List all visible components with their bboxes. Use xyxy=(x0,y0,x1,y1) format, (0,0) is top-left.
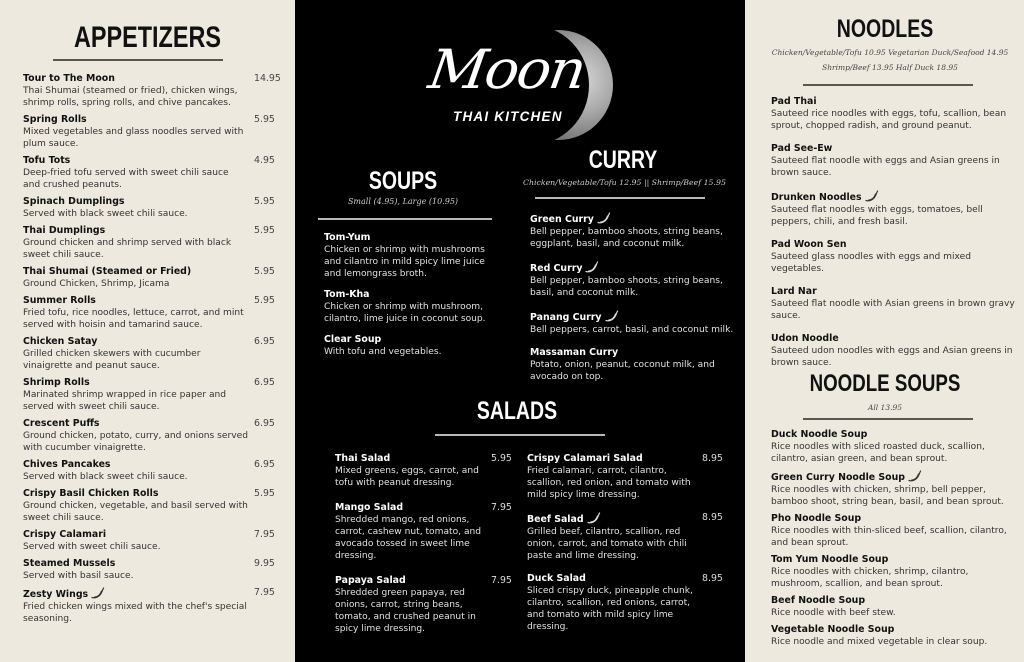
item-name-text: Tofu Tots xyxy=(23,155,71,166)
chili-pepper-icon xyxy=(908,470,922,482)
appetizers-list xyxy=(23,73,281,625)
item-description: Sliced crispy duck, pineapple chunk, cilantro, scallion, red onions, carrot, and tomato with mild spicy lime dressing. xyxy=(527,586,693,632)
item-description: Bell pepper, bamboo shoots, string beans, eggplant, basil, and coconut milk. xyxy=(530,227,723,249)
item-description: Ground Chicken, Shrimp, Jicama xyxy=(23,279,170,289)
menu-item-pad-see-ew xyxy=(771,143,1016,179)
item-name xyxy=(23,587,277,601)
menu-item-green-curry-noodle-soup xyxy=(771,470,1016,508)
item-name xyxy=(23,295,277,307)
item-name xyxy=(324,334,504,346)
item-name xyxy=(23,377,277,389)
menu-item-tour-to-the-moon xyxy=(23,73,281,109)
item-description: Rice noodles with sliced roasted duck, scallion, cilantro, asian green, and bean sprout. xyxy=(771,442,985,464)
chili-pepper-icon xyxy=(585,261,599,273)
menu-item-crescent-puffs xyxy=(23,418,277,454)
item-name-text: Crispy Basil Chicken Rolls xyxy=(23,488,159,499)
item-price: 8.95 xyxy=(702,573,723,584)
item-price: 7.95 xyxy=(254,529,275,540)
curry-divider xyxy=(535,197,705,199)
item-description: Marinated shrimp wrapped in rice paper and served with sweet chili sauce. xyxy=(23,390,227,412)
item-name xyxy=(527,453,727,465)
item-description: Served with black sweet chili sauce. xyxy=(23,472,188,482)
menu-item-beef-noodle-soup xyxy=(771,595,1016,619)
menu-item-vegetable-noodle-soup xyxy=(771,624,1016,648)
item-name-text: Papaya Salad xyxy=(335,575,406,586)
item-name xyxy=(530,212,740,226)
item-name-text: Massaman Curry xyxy=(530,347,619,358)
item-name-text: Tour to The Moon xyxy=(23,73,115,84)
item-name-text: Beef Noodle Soup xyxy=(771,595,866,606)
noodles-heading: NOODLES xyxy=(836,15,934,43)
item-name xyxy=(335,453,515,465)
item-name-text: Tom-Yum xyxy=(324,232,371,243)
item-name-text: Thai Dumplings xyxy=(23,225,106,236)
item-name-text: Panang Curry xyxy=(530,312,602,323)
item-price: 5.95 xyxy=(254,114,275,125)
item-price: 5.95 xyxy=(254,295,275,306)
item-description: Fried chicken wings mixed with the chef's special seasoning. xyxy=(23,602,247,624)
item-name xyxy=(527,512,727,526)
menu-item-clear-soup xyxy=(324,334,504,358)
item-price: 5.95 xyxy=(254,225,275,236)
appetizers-divider xyxy=(53,59,223,61)
soups-heading: SOUPS xyxy=(368,167,438,195)
menu-item-mango-salad xyxy=(335,502,515,562)
item-name xyxy=(335,502,515,514)
item-description: Shredded mango, red onions, carrot, cashew nut, tomato, and avocado tossed in sweet lime dressing. xyxy=(335,515,482,561)
item-description: Rice noodles with chicken, shrimp, cilantro, mushroom, scallion, and bean sprout. xyxy=(771,567,969,589)
item-description: Bell peppers, carrot, basil, and coconut milk. xyxy=(530,325,734,335)
item-description: With tofu and vegetables. xyxy=(324,347,442,357)
menu-item-drunken-noodles xyxy=(771,190,1016,228)
item-price: 9.95 xyxy=(254,558,275,569)
menu-item-pho-noodle-soup xyxy=(771,513,1016,549)
noodles-list xyxy=(771,96,1016,369)
item-name xyxy=(23,73,277,85)
item-description: Bell pepper, bamboo shoots, string beans, basil, and coconut milk. xyxy=(530,276,723,298)
item-name xyxy=(23,558,277,570)
item-name xyxy=(23,488,277,500)
item-name xyxy=(23,336,277,348)
menu-item-duck-salad xyxy=(527,573,727,633)
item-name-text: Green Curry Noodle Soup xyxy=(771,472,906,483)
item-name-text: Drunken Noodles xyxy=(771,192,862,203)
menu-item-crispy-calamari xyxy=(23,529,277,553)
item-description: Rice noodle and mixed vegetable in clear soup. xyxy=(771,637,988,647)
chili-pepper-icon xyxy=(597,212,611,224)
item-description: Sauteed flat noodles with eggs, tomatoes, bell peppers, chili, and fresh basil. xyxy=(771,205,983,227)
item-description: Sauteed rice noodles with eggs, tofu, scallion, bean sprout, chopped radish, and ground peanut. xyxy=(771,109,1007,131)
item-price: 5.95 xyxy=(254,196,275,207)
noodle-soups-pricing: All 13.95 xyxy=(867,403,903,412)
item-name-text: Vegetable Noodle Soup xyxy=(771,624,895,635)
item-name-text: Beef Salad xyxy=(527,514,584,525)
item-name-text: Duck Salad xyxy=(527,573,586,584)
item-name-text: Spinach Dumplings xyxy=(23,196,125,207)
item-name-text: Chicken Satay xyxy=(23,336,98,347)
menu-item-green-curry xyxy=(530,212,740,250)
menu-item-thai-salad xyxy=(335,453,515,489)
brand-name: Moon xyxy=(424,38,589,101)
item-price: 7.95 xyxy=(491,502,512,513)
item-description: Thai Shumai (steamed or fried), chicken wings, shrimp rolls, spring rolls, and chive pancakes. xyxy=(23,86,238,108)
menu-item-crispy-basil-chicken-rolls xyxy=(23,488,277,524)
item-name-text: Steamed Mussels xyxy=(23,558,116,569)
noodle-soups-heading: NOODLE SOUPS xyxy=(809,370,961,397)
menu-item-tom-yum xyxy=(324,232,504,280)
brand-logo xyxy=(425,25,595,145)
item-name-text: Zesty Wings xyxy=(23,589,89,600)
item-name-text: Spring Rolls xyxy=(23,114,87,125)
item-price: 4.95 xyxy=(254,155,275,166)
item-price: 5.95 xyxy=(254,488,275,499)
salads-heading: SALADS xyxy=(476,397,558,425)
item-name xyxy=(23,459,277,471)
item-name-text: Thai Shumai (Steamed or Fried) xyxy=(23,266,192,277)
item-price: 7.95 xyxy=(491,575,512,586)
menu-item-udon-noodle xyxy=(771,333,1016,369)
item-name xyxy=(771,333,1016,345)
menu-item-thai-shumai-steamed-or-fried xyxy=(23,266,277,290)
item-description: Chicken or shrimp with mushrooms and cilantro in mild spicy lime juice and lemongrass broth. xyxy=(324,245,485,279)
item-description: Sauteed udon noodles with eggs and Asian greens in brown sauce. xyxy=(771,346,1013,368)
item-name-text: Lard Nar xyxy=(771,286,817,297)
item-price: 6.95 xyxy=(254,418,275,429)
item-description: Ground chicken and shrimp served with black sweet chili sauce. xyxy=(23,238,232,260)
noodle-soups-divider xyxy=(803,418,973,420)
item-name xyxy=(23,155,277,167)
item-name xyxy=(527,573,727,585)
item-name xyxy=(771,429,1016,441)
item-name xyxy=(335,575,515,587)
menu-item-duck-noodle-soup xyxy=(771,429,1016,465)
center-panel xyxy=(295,0,745,662)
menu-item-lard-nar xyxy=(771,286,1016,322)
noodles-pricing-line1: Chicken/Vegetable/Tofu 10.95 Vegetarian Duck/Seafood 14.95 xyxy=(771,48,1009,57)
menu-item-tofu-tots xyxy=(23,155,277,191)
item-name xyxy=(23,196,277,208)
item-description: Ground chicken, vegetable, and basil served with sweet chili sauce. xyxy=(23,501,248,523)
item-price: 5.95 xyxy=(254,266,275,277)
item-description: Mixed greens, eggs, carrot, and tofu with peanut dressing. xyxy=(335,466,479,488)
noodles-divider xyxy=(803,84,973,86)
menu-item-pad-thai xyxy=(771,96,1016,132)
item-name xyxy=(23,114,277,126)
item-price: 5.95 xyxy=(491,453,512,464)
item-description: Chicken or shrimp with mushroom, cilantro, lime juice in coconut soup. xyxy=(324,302,486,324)
menu-item-pad-woon-sen xyxy=(771,239,1016,275)
menu-item-papaya-salad xyxy=(335,575,515,635)
item-description: Sauteed flat noodle with Asian greens in brown gravy sauce. xyxy=(771,299,1015,321)
item-description: Rice noodle with beef stew. xyxy=(771,608,896,618)
item-name-text: Green Curry xyxy=(530,214,594,225)
item-description: Sauteed glass noodles with eggs and mixed vegetables. xyxy=(771,252,971,274)
noodle-soups-list xyxy=(771,429,1016,648)
item-name xyxy=(23,418,277,430)
soups-pricing: Small (4.95), Large (10.95) xyxy=(347,197,459,206)
item-price: 6.95 xyxy=(254,336,275,347)
menu-item-panang-curry xyxy=(530,310,740,336)
curry-pricing: Chicken/Vegetable/Tofu 12.95 || Shrimp/Beef 15.95 xyxy=(523,178,726,187)
appetizers-heading: APPETIZERS xyxy=(74,21,221,54)
item-name-text: Pho Noodle Soup xyxy=(771,513,862,524)
menu-item-red-curry xyxy=(530,261,740,299)
menu-item-zesty-wings xyxy=(23,587,277,625)
item-name-text: Chives Pancakes xyxy=(23,459,111,470)
item-name xyxy=(23,266,277,278)
appetizers-panel xyxy=(0,0,295,662)
item-name xyxy=(771,513,1016,525)
item-description: Ground chicken, potato, curry, and onions served with cucumber vinaigrette. xyxy=(23,431,248,453)
item-description: Mixed vegetables and glass noodles served with plum sauce. xyxy=(23,127,244,149)
chili-pepper-icon xyxy=(865,190,879,202)
item-name-text: Udon Noodle xyxy=(771,333,839,344)
item-name xyxy=(23,225,277,237)
item-name-text: Crescent Puffs xyxy=(23,418,100,429)
item-name-text: Crispy Calamari xyxy=(23,529,107,540)
item-name xyxy=(771,239,1016,251)
item-price: 8.95 xyxy=(702,512,723,523)
item-name xyxy=(324,289,504,301)
item-name xyxy=(530,347,740,359)
item-name-text: Clear Soup xyxy=(324,334,382,345)
curry-heading: CURRY xyxy=(588,146,658,174)
item-name-text: Tom-Kha xyxy=(324,289,370,300)
menu-item-steamed-mussels xyxy=(23,558,277,582)
item-name-text: Duck Noodle Soup xyxy=(771,429,868,440)
menu-item-shrimp-rolls xyxy=(23,377,277,413)
item-description: Rice noodles with chicken, shrimp, bell pepper, bamboo shoot, string bean, basil, and bean sprout. xyxy=(771,485,1004,507)
menu-item-spring-rolls xyxy=(23,114,277,150)
item-description: Served with basil sauce. xyxy=(23,571,134,581)
item-description: Rice noodles with thin-sliced beef, scallion, cilantro, and bean sprout. xyxy=(771,526,1007,548)
item-description: Sauteed flat noodle with eggs and Asian greens in brown sauce. xyxy=(771,156,1000,178)
item-price: 6.95 xyxy=(254,377,275,388)
item-description: Served with black sweet chili sauce. xyxy=(23,209,188,219)
salads-right-list xyxy=(527,453,727,633)
salads-left-list xyxy=(335,453,515,635)
item-name xyxy=(23,529,277,541)
soups-divider xyxy=(318,218,492,220)
item-name xyxy=(771,595,1016,607)
item-price: 6.95 xyxy=(254,459,275,470)
item-description: Grilled chicken skewers with cucumber vinaigrette and peanut sauce. xyxy=(23,349,201,371)
menu-item-tom-kha xyxy=(324,289,504,325)
item-name xyxy=(771,554,1016,566)
item-description: Served with sweet chili sauce. xyxy=(23,542,161,552)
menu-item-crispy-calamari-salad xyxy=(527,453,727,501)
item-description: Fried calamari, carrot, cilantro, scallion, red onion, and tomato with mild spicy lime dressing. xyxy=(527,466,691,500)
item-description: Grilled beef, cilantro, scallion, red onion, carrot, and tomato with chili paste and lime dressing. xyxy=(527,527,687,561)
item-name xyxy=(324,232,504,244)
item-name xyxy=(771,96,1016,108)
item-price: 7.95 xyxy=(254,587,275,598)
chili-pepper-icon xyxy=(587,512,601,524)
item-description: Shredded green papaya, red onions, carrot, string beans, tomato, and crushed peanut in spicy lime dressing. xyxy=(335,588,476,634)
menu-item-thai-dumplings xyxy=(23,225,277,261)
menu-item-chicken-satay xyxy=(23,336,277,372)
curry-list xyxy=(530,212,740,383)
item-name xyxy=(771,624,1016,636)
item-name-text: Crispy Calamari Salad xyxy=(527,453,643,464)
item-name-text: Shrimp Rolls xyxy=(23,377,90,388)
menu-item-spinach-dumplings xyxy=(23,196,277,220)
item-description: Deep-fried tofu served with sweet chili sauce and crushed peanuts. xyxy=(23,168,229,190)
brand-subtitle: THAI KITCHEN xyxy=(453,109,563,124)
item-name-text: Thai Salad xyxy=(335,453,391,464)
menu-item-massaman-curry xyxy=(530,347,740,383)
item-name xyxy=(530,310,740,324)
item-name-text: Pad Thai xyxy=(771,96,817,107)
item-name-text: Pad See-Ew xyxy=(771,143,833,154)
item-name xyxy=(771,143,1016,155)
chili-pepper-icon xyxy=(91,587,105,599)
menu-item-beef-salad xyxy=(527,512,727,562)
item-name-text: Mango Salad xyxy=(335,502,404,513)
item-name-text: Summer Rolls xyxy=(23,295,96,306)
noodles-pricing-line2: Shrimp/Beef 13.95 Half Duck 18.95 xyxy=(822,63,958,72)
noodles-panel xyxy=(745,0,1024,662)
item-name xyxy=(771,286,1016,298)
chili-pepper-icon xyxy=(605,310,619,322)
item-name xyxy=(771,470,1016,484)
menu-item-tom-yum-noodle-soup xyxy=(771,554,1016,590)
menu-item-summer-rolls xyxy=(23,295,277,331)
item-name xyxy=(530,261,740,275)
menu-item-chives-pancakes xyxy=(23,459,277,483)
soups-list xyxy=(324,232,504,358)
item-description: Fried tofu, rice noodles, lettuce, carrot, and mint served with hoisin and tamarind sauce. xyxy=(23,308,244,330)
item-price: 14.95 xyxy=(254,73,281,84)
item-name xyxy=(771,190,1016,204)
item-price: 8.95 xyxy=(702,453,723,464)
item-name-text: Pad Woon Sen xyxy=(771,239,847,250)
salads-divider xyxy=(435,434,605,436)
item-name-text: Tom Yum Noodle Soup xyxy=(771,554,889,565)
item-description: Potato, onion, peanut, coconut milk, and avocado on top. xyxy=(530,360,715,382)
item-name-text: Red Curry xyxy=(530,263,583,274)
